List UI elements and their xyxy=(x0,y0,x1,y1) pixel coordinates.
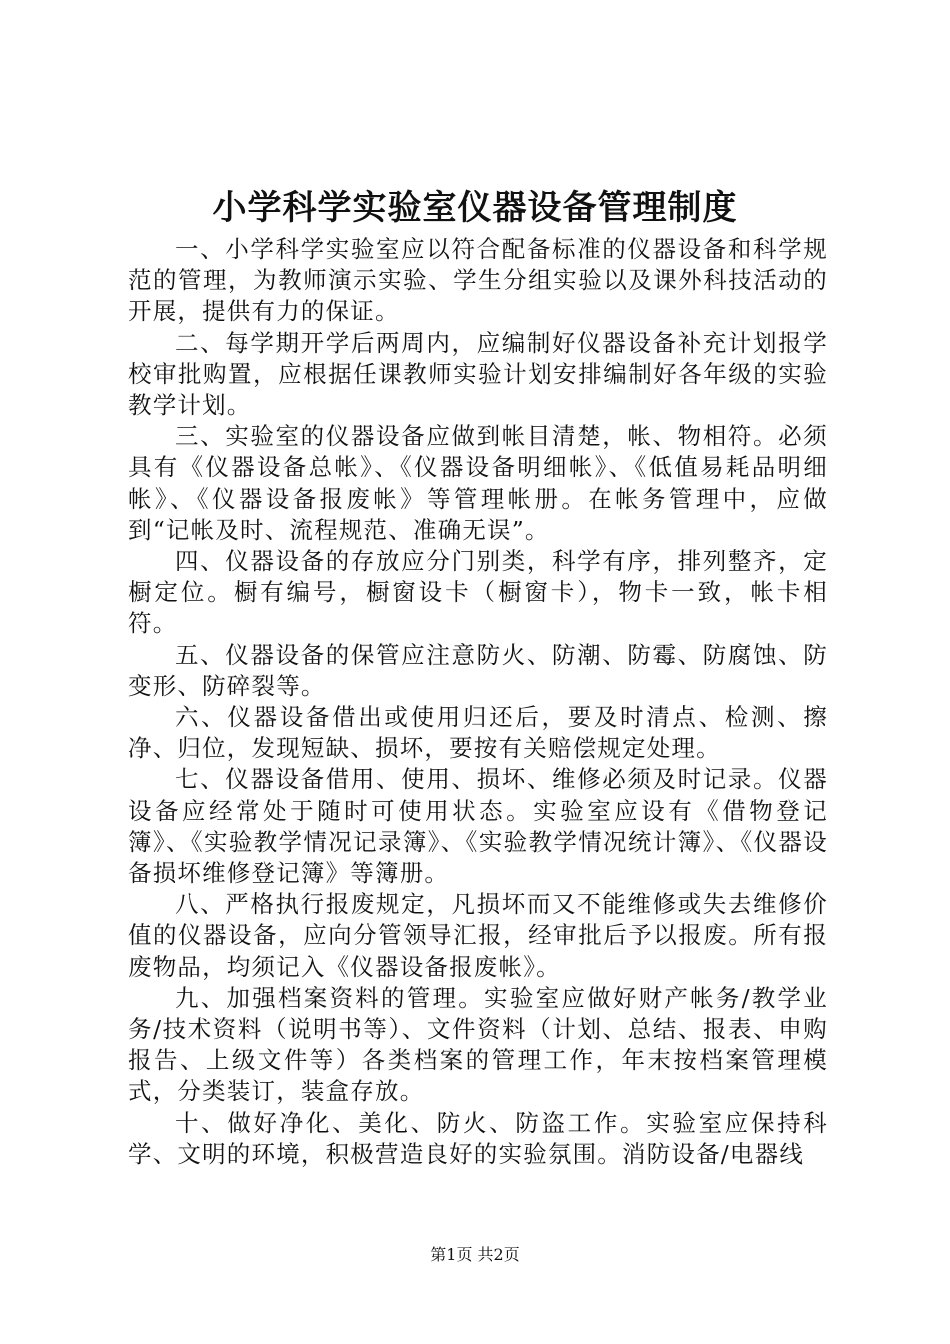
paragraph-8: 八、严格执行报废规定，凡损坏而又不能维修或失去维修价值的仪器设备，应向分管领导汇报，经审批后予以报废。所有报废物品，均须记入《仪器设备报废帐》。 xyxy=(128,890,828,981)
document-title: 小学科学实验室仪器设备管理制度 xyxy=(212,188,738,228)
document-body xyxy=(128,234,828,1170)
paragraph-10: 十、做好净化、美化、防火、防盗工作。实验室应保持科学、文明的环境，积极营造良好的实验氛围。消防设备/电器线 xyxy=(128,1108,828,1168)
page-number-footer: 第1页 共2页 xyxy=(430,1245,520,1264)
paragraph-9: 九、加强档案资料的管理。实验室应做好财产帐务/教学业务/技术资料（说明书等）、文件资料（计划、总结、报表、申购报告、上级文件等）各类档案的管理工作，年末按档案管理模式，分类装订，装盒存放。 xyxy=(128,983,828,1106)
paragraph-1: 一、小学科学实验室应以符合配备标准的仪器设备和科学规范的管理，为教师演示实验、学生分组实验以及课外科技活动的开展，提供有力的保证。 xyxy=(128,235,828,326)
paragraph-3: 三、实验室的仪器设备应做到帐目清楚，帐、物相符。必须具有《仪器设备总帐》、《仪器设备明细帐》、《低值易耗品明细帐》、《仪器设备报废帐》等管理帐册。在帐务管理中，应做到“记帐及时、流程规范、准确无误”。 xyxy=(128,422,828,544)
paragraph-2: 二、每学期开学后两周内，应编制好仪器设备补充计划报学校审批购置，应根据任课教师实验计划安排编制好各年级的实验教学计划。 xyxy=(128,328,828,420)
paragraph-7: 七、仪器设备借用、使用、损坏、维修必须及时记录。仪器设备应经常处于随时可使用状态。实验室应设有《借物登记簿》、《实验教学情况记录簿》、《实验教学情况统计簿》、《仪器设备损坏维修登记簿》等簿册。 xyxy=(128,765,828,888)
paragraph-6: 六、仪器设备借出或使用归还后，要及时清点、检测、擦净、归位，发现短缺、损坏，要按有关赔偿规定处理。 xyxy=(128,703,828,763)
paragraph-4: 四、仪器设备的存放应分门别类，科学有序，排列整齐，定橱定位。橱有编号，橱窗设卡（橱窗卡），物卡一致，帐卡相符。 xyxy=(128,547,828,638)
paragraph-5: 五、仪器设备的保管应注意防火、防潮、防霉、防腐蚀、防变形、防碎裂等。 xyxy=(128,640,828,700)
